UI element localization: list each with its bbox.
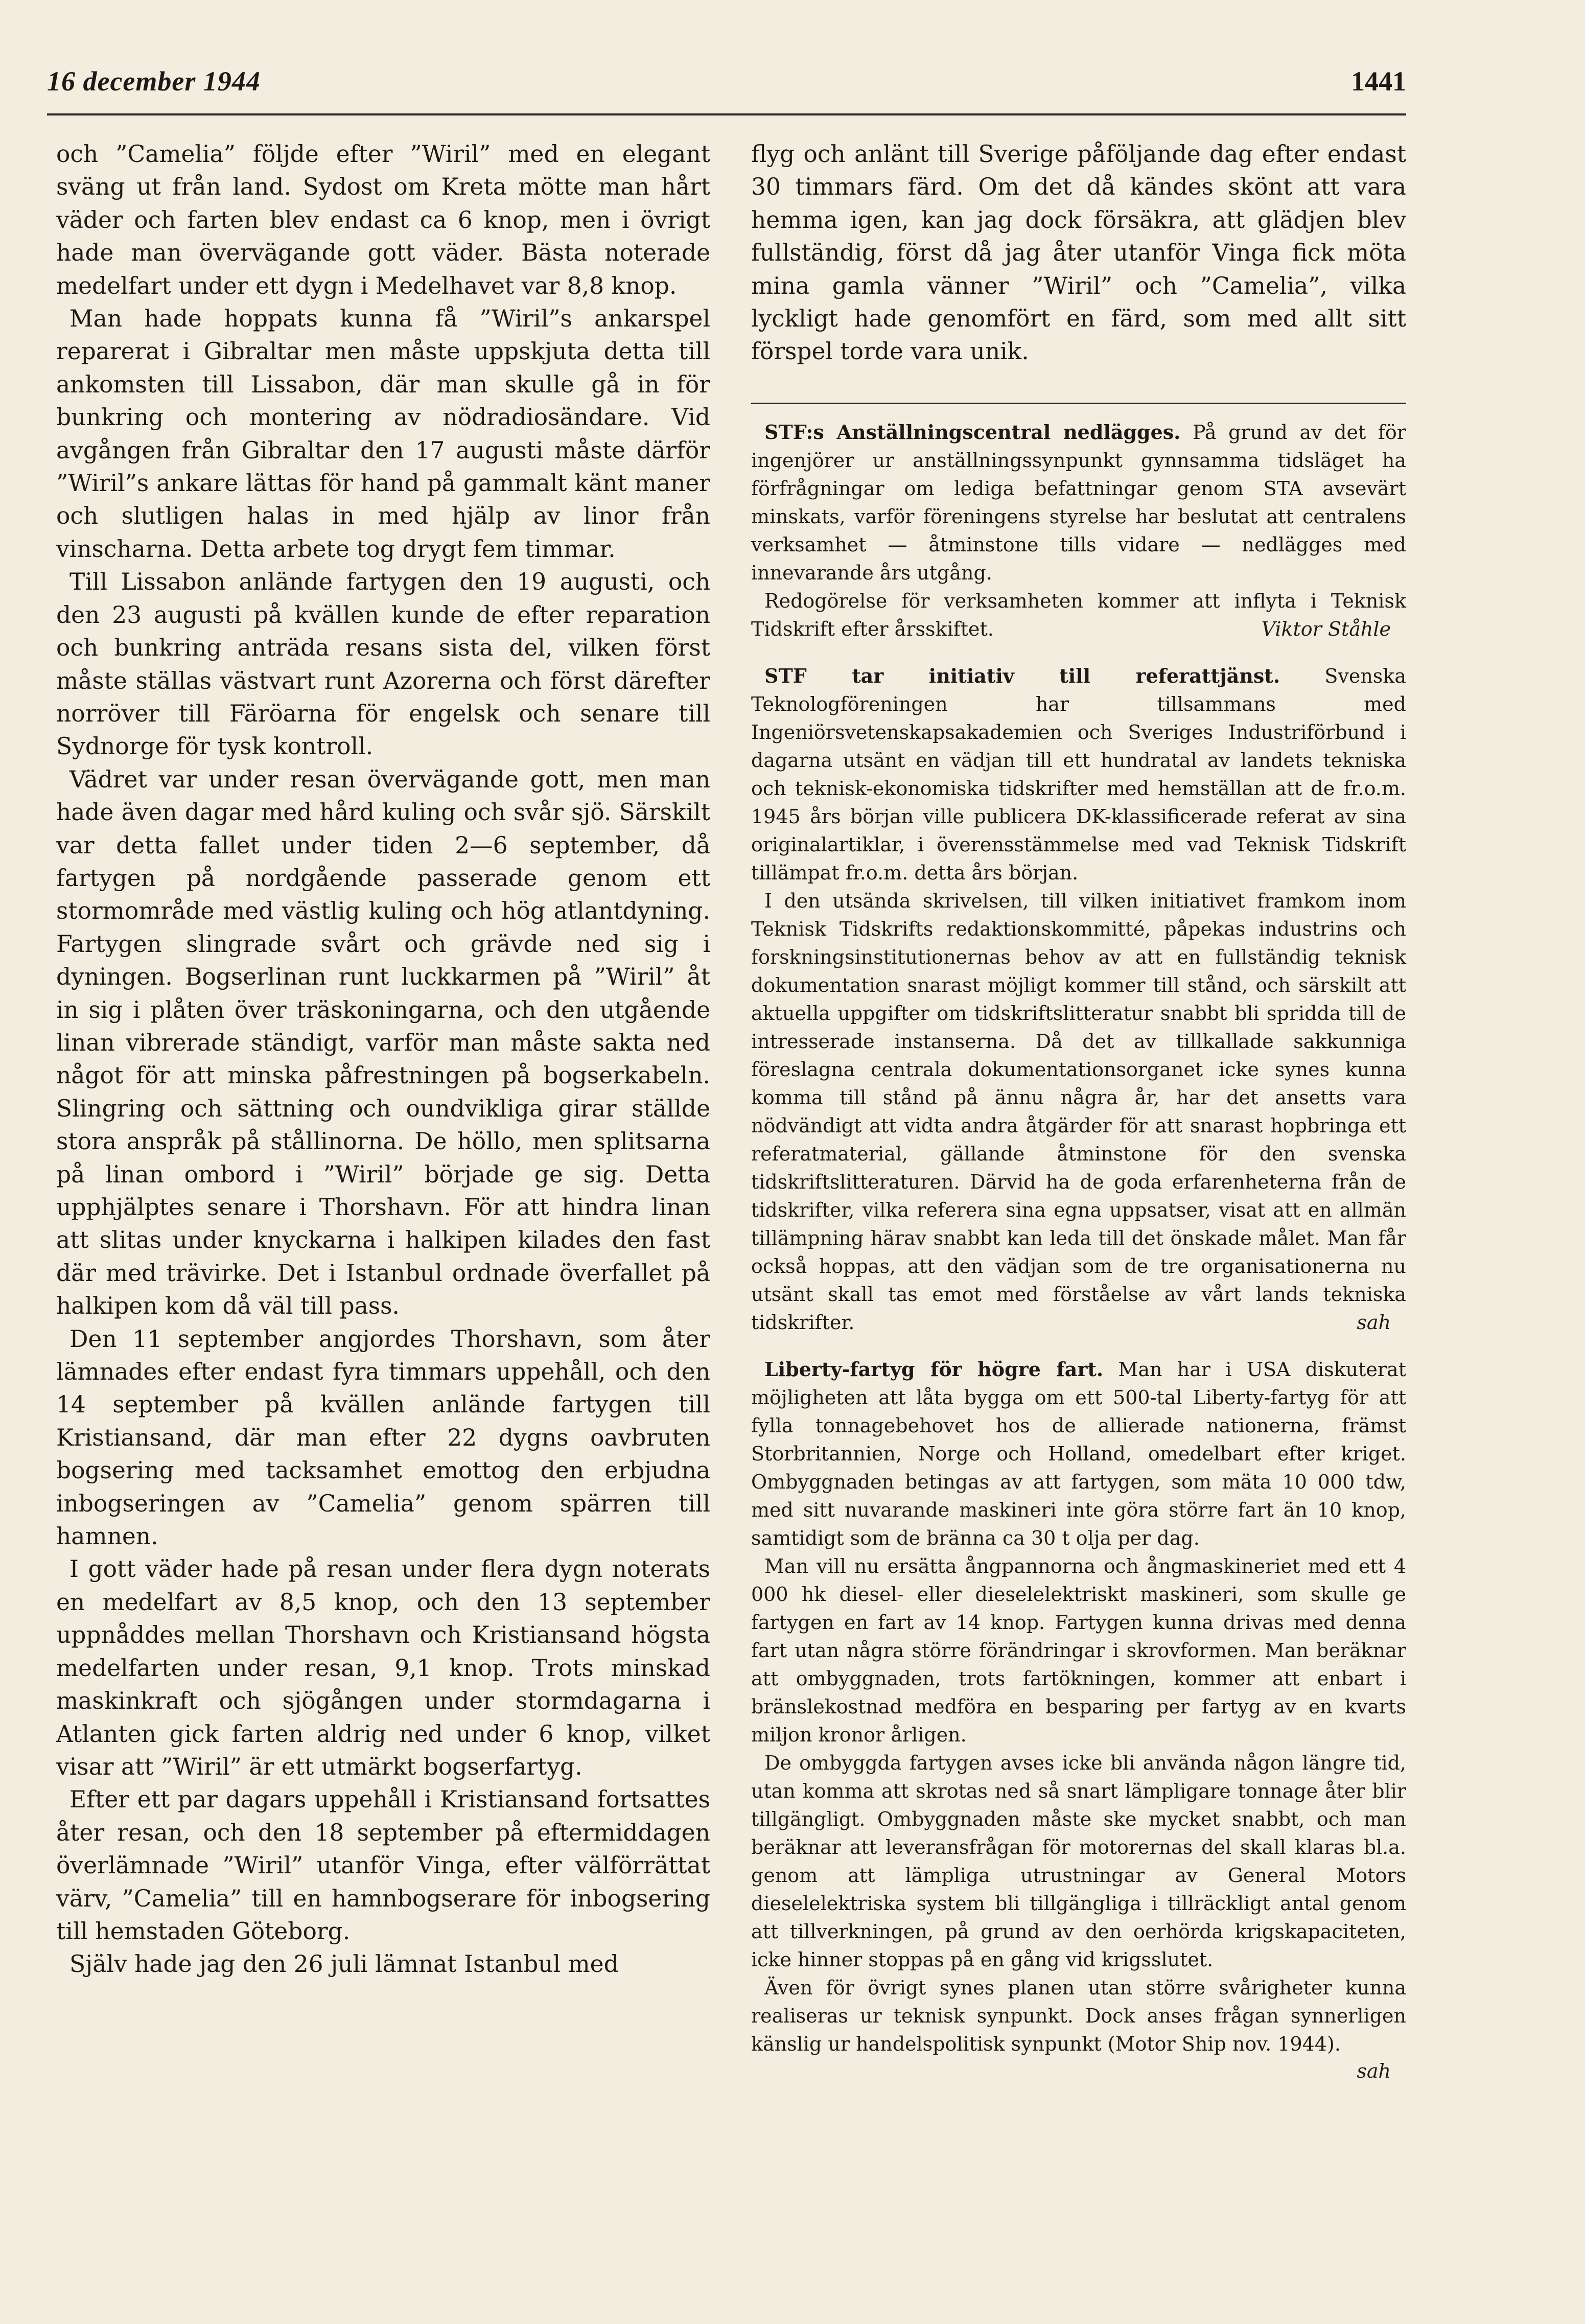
- notice-signature: sah: [1357, 1311, 1391, 1334]
- notice-text: På grund av det för ingenjörer ur anställningssynpunkt gynnsamma tidsläget ha förfrågningar om lediga befattningar genom STA avsevärt minskats, varför föreningens styrelse har beslutat att centralens verksamhet — åtminstone tills vidare — nedlägges med innevarande års utgång.: [751, 421, 1406, 584]
- notice-text: De ombyggda fartygen avses icke bli använda någon längre tid, utan komma att skrotas ned så snart lämpligare tonnage åter blir tillgängligt. Ombyggnaden måste ske mycket snabbt, och man beräknar att leveransfrågan för motorernas del skall klaras bl.a. genom att lämpliga utrustningar av General Motors dieselelektriska system bli tillgängliga i tillräckligt antal genom att tillverkningen, på grund av den oerhörda krigskapaciteten, icke hinner stoppas på en gång vid krigsslutet.: [751, 1752, 1406, 1971]
- notice-text: Man har i USA diskuterat möjligheten att låta bygga om ett 500-tal Liberty-fartyg för att fylla tonnagebehovet hos de allierade nationerna, främst Storbritannien, Norge och Holland, omedelbart efter kriget. Ombyggnaden betingas av att fartygen, som mäta 10 000 tdw, med sitt nuvarande maskineri inte göra större fart än 10 knop, samtidigt som de bränna ca 30 t olja per dag.: [751, 1358, 1406, 1549]
- notice-sta: [751, 418, 1406, 643]
- article-paragraph: flyg och anlänt till Sverige påföljande dag efter endast 30 timmars färd. Om det då kändes skönt att vara hemma igen, kan jag dock försäkra, att glädjen blev fullständig, först då jag åter utanför Vinga fick möta mina gamla vänner ”Wiril” och ”Camelia”, vilka lyckligt hade genomfört en färd, som med allt sitt förspel torde vara unik.: [751, 141, 1406, 365]
- article-continuation: [751, 138, 1406, 368]
- notice-heading: Liberty-fartyg för högre fart.: [764, 1358, 1104, 1381]
- notices-column: [751, 418, 1406, 2084]
- article-paragraph: Den 11 september angjordes Thorshavn, som åter lämnades efter endast fyra timmars uppehåll, och den 14 september på kvällen anlände fartygen till Kristiansand, där man efter 22 dygns oavbruten bogsering med tacksamhet emottog den erbjudna inbogseringen av ”Camelia” genom spärren till hamnen.: [56, 1325, 710, 1550]
- article-paragraph: Vädret var under resan övervägande gott, men man hade även dagar med hård kuling och svår sjö. Särskilt var detta fallet under tiden 2—6 september, då fartygen på nordgående passerade genom ett stormområde med västlig kuling och hög atlantdyning. Fartygen slingrade svårt och grävde ned sig i dyningen. Bogserlinan runt luckkarmen på ”Wiril” åt in sig i plåten över träskoningarna, och den utgående linan vibrerade ständigt, varför man måste sakta ned något för att minska påfrestningen på bogserkabeln. Slingring och sättning och oundvikliga girar ställde stora anspråk på stållinorna. De höllo, men splitsarna på linan ombord i ”Wiril” började ge sig. Detta upphjälptes senare i Thorshavn. För att hindra linan att slitas under knyckarna i halkipen kilades den fast där med trävirke. Det i Istanbul ordnade överfallet på halkipen kom då väl till pass.: [56, 765, 710, 1320]
- section-divider: [751, 403, 1406, 404]
- article-paragraph: I gott väder hade på resan under flera dygn noterats en medelfart av 8,5 knop, och den 13 september uppnåddes mellan Thorshavn och Kristiansand högsta medelfarten under resan, 9,1 knop. Trots minskad maskinkraft och sjögången under stormdagarna i Atlanten gick farten aldrig ned under 6 knop, vilket visar att ”Wiril” är ett utmärkt bogserfartyg.: [56, 1555, 710, 1780]
- notice-heading: STF tar initiativ till referattjänst.: [764, 664, 1280, 687]
- notice-signature: Viktor Ståhle: [1261, 618, 1391, 640]
- left-column: [56, 138, 710, 1981]
- notice-referattjanst: [751, 662, 1406, 1337]
- notice-text: I den utsända skrivelsen, till vilken initiativet framkom inom Teknisk Tidskrifts redaktionskommitté, påpekas industrins och forskningsinstitutionernas behov av att en fullständig teknisk dokumentation snarast möjligt kommer till stånd, och särskilt att aktuella uppgifter om tidskriftslitteratur snabbt bli spridda till de intresserade instanserna. Då det av tillkallade sakkunniga föreslagna centrala dokumentationsorganet icke synes kunna komma till stånd på ännu några år, har det ansetts vara nödvändigt att vidta andra åtgärder för att snarast hopbringa ett referatmaterial, gällande åtminstone för den svenska tidskriftslitteraturen. Därvid ha de goda erfarenheterna från de tidskrifter, vilka referera sina egna uppsatser, visat att en allmän tillämpning härav snabbt kan leda till det önskade målet. Man får också hoppas, att den vädjan som de tre organisationerna nu utsänt skall tas emot med förståelse av vårt lands tekniska tidskrifter.: [751, 890, 1406, 1334]
- notice-text: Redogörelse för verksamheten kommer att inflyta i Teknisk Tidskrift efter årsskiftet.: [751, 590, 1406, 640]
- article-paragraph: Till Lissabon anlände fartygen den 19 augusti, och den 23 augusti på kvällen kunde de efter reparation och bunkring anträda resans sista del, vilken först måste ställas västvart runt Azorerna och först därefter norröver till Färöarna för engelsk och senare till Sydnorge för tysk kontroll.: [56, 568, 710, 760]
- notice-heading: STF:s Anställningscentral nedlägges.: [764, 421, 1181, 444]
- page-header: [47, 65, 1406, 106]
- page-number: 1441: [1351, 66, 1406, 97]
- header-rule: [47, 113, 1406, 115]
- notice-signature: sah: [1357, 2060, 1391, 2082]
- article-paragraph: och ”Camelia” följde efter ”Wiril” med en elegant sväng ut från land. Sydost om Kreta mötte man hårt väder och farten blev endast ca 6 knop, men i övrigt hade man övervägande gott väder. Bästa noterade medelfart under ett dygn i Medelhavet var 8,8 knop.: [56, 141, 710, 299]
- notice-liberty: [751, 1355, 1406, 2084]
- article-paragraph: Själv hade jag den 26 juli lämnat Istanbul med: [69, 1950, 619, 1978]
- issue-date: 16 december 1944: [47, 66, 261, 97]
- notice-text: Man vill nu ersätta ångpannorna och ångmaskineriet med ett 4 000 hk diesel- eller dieselelektriskt maskineri, som skulle ge fartygen en fart av 14 knop. Fartygen kunna drivas med denna fart utan några större förändringar i skrovformen. Man beräknar att ombyggnaden, trots fartökningen, kommer att enbart i bränslekostnad medföra en besparing per fartyg av en kvarts miljon kronor årligen.: [751, 1555, 1406, 1746]
- article-paragraph: Efter ett par dagars uppehåll i Kristiansand fortsattes åter resan, och den 18 september på eftermiddagen överlämnade ”Wiril” utanför Vinga, efter välförrättat värv, ”Camelia” till en hamnbogserare för inbogsering till hemstaden Göteborg.: [56, 1786, 710, 1945]
- notice-text: Även för övrigt synes planen utan större svårigheter kunna realiseras ur teknisk synpunkt. Dock anses frågan synnerligen känslig ur handelspolitisk synpunkt (Motor Ship nov. 1944).: [751, 1977, 1406, 2055]
- article-paragraph: Man hade hoppats kunna få ”Wiril”s ankarspel reparerat i Gibraltar men måste uppskjuta detta till ankomsten till Lissabon, där man skulle gå in för bunkring och montering av nödradiosändare. Vid avgången från Gibraltar den 17 augusti måste därför ”Wiril”s ankare lättas för hand på gammalt känt maner och slutligen halas in med hjälp av linor från vinscharna. Detta arbete tog drygt fem timmar.: [56, 305, 710, 563]
- notice-text: Svenska Teknologföreningen har tillsammans med Ingeniörsvetenskapsakademien och Sveriges Industriförbund i dagarna utsänt en vädjan till ett hundratal av landets tekniska och teknisk-ekonomiska tidskrifter med hemställan att de fr.o.m. 1945 års början ville publicera DK-klassificerade referat av sina originalartiklar, i överensstämmelse med vad Teknisk Tidskrift tillämpat fr.o.m. detta års början.: [751, 665, 1406, 884]
